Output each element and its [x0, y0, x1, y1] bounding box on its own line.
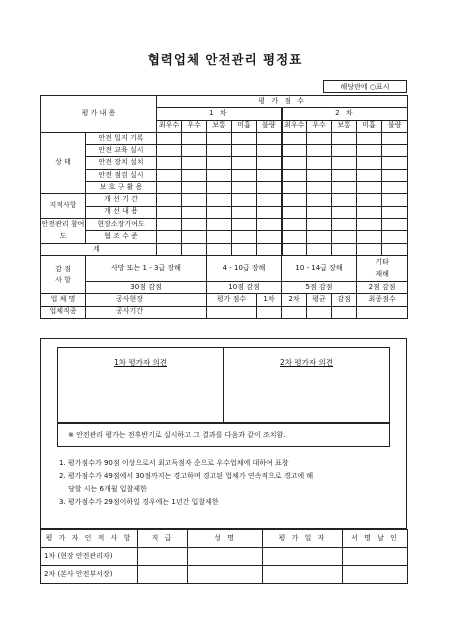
- company-name-label: 업 체 명: [41, 294, 86, 306]
- deduction-label: 감 점 사 항: [41, 256, 86, 294]
- company-type-label: 업체직종: [41, 306, 86, 318]
- first-evaluator-label: 1차 (현장 안전관리자): [41, 548, 138, 566]
- grade-header: 우수: [182, 120, 207, 132]
- grade-header: 보통: [332, 120, 357, 132]
- status-label: 상 태: [41, 132, 86, 193]
- status-item: 보 호 구 활 용: [86, 182, 157, 194]
- status-item: 안전 교육 실시: [86, 145, 157, 157]
- rule-item: 3. 평가점수가 29점이하일 경우에는 1년간 입찰제한: [59, 498, 219, 506]
- grade-header: 미흡: [357, 120, 382, 132]
- round1-label: 1차: [257, 294, 282, 306]
- signature-header: 서 명 날 인: [343, 530, 408, 548]
- grade-header: 미흡: [232, 120, 257, 132]
- findings-label: 지적사항: [41, 194, 86, 219]
- final-score-label: 최종점수: [357, 294, 408, 306]
- findings-item: 개 선 기 간: [86, 194, 157, 206]
- first-opinion-label: 1차 평가자 의견: [113, 358, 167, 367]
- deduction-col: 기타 재해: [357, 256, 408, 282]
- note-text: ※ 안전관리 평가는 전후반기로 실시하고 그 결과를 다음과 같이 조치함.: [57, 423, 390, 447]
- status-item: 안전 점검 실시: [86, 169, 157, 181]
- deduction-points: 2점 감점: [357, 282, 408, 294]
- grade-header: 우수: [307, 120, 332, 132]
- grade-header: 최우수: [282, 120, 307, 132]
- status-item: 안전 장치 설치: [86, 157, 157, 169]
- signature-table: [40, 529, 408, 584]
- round2-header: 2 차: [282, 108, 408, 120]
- deduction-points: 30점 감점: [86, 282, 207, 294]
- deduction-col: 10 - 14급 장해: [282, 256, 357, 282]
- first-opinion[interactable]: [58, 348, 224, 422]
- status-item: 안전 일지 기록: [86, 132, 157, 144]
- page-title: 협력업체 안전관리 평정표: [147, 52, 303, 67]
- evaluation-table: [40, 95, 408, 319]
- period-label: 공사기간: [86, 306, 207, 318]
- second-opinion-label: 2차 평가자 의견: [279, 358, 333, 367]
- site-type-label: 공사현장: [86, 294, 207, 306]
- deduction-col: 4 - 10급 장해: [207, 256, 282, 282]
- grade-header: 불량: [382, 120, 408, 132]
- grade-header: 불량: [257, 120, 282, 132]
- eval-score-label: 평가 점수: [207, 294, 257, 306]
- rules-list: [59, 457, 399, 509]
- grade-header: 보통: [207, 120, 232, 132]
- deduction-col: 사망 또는 1 - 3급 장해: [86, 256, 207, 282]
- rule-item: 당할 시는 6개월 입찰제한: [68, 485, 147, 493]
- deduct-label: 감점: [332, 294, 357, 306]
- evaluator-opinion-box: [40, 338, 407, 529]
- opinion-area: [57, 347, 390, 423]
- eval-score-header: 평 가 점 수: [157, 96, 408, 108]
- participation-item: 협 조 수 준: [86, 231, 157, 243]
- grade-header: 최우수: [157, 120, 182, 132]
- second-evaluator-label: 2차 (본사 안전부서장): [41, 566, 138, 584]
- second-opinion[interactable]: [224, 348, 389, 422]
- eval-content-header: 평 가 내 용: [41, 96, 157, 133]
- findings-item: 개 선 내 용: [86, 206, 157, 218]
- round2-label: 2차: [282, 294, 307, 306]
- round1-header: 1 차: [157, 108, 282, 120]
- total-label: 계: [41, 243, 157, 255]
- participation-label: 안전관리 참여도: [41, 218, 86, 243]
- rule-item: 2. 평가점수가 49점에서 30점까지는 경고하며 경고된 업체가 연속적으로 경고에 해: [59, 472, 314, 480]
- date-header: 평 가 일 자: [263, 530, 343, 548]
- rank-header: 직 급: [138, 530, 188, 548]
- average-label: 평균: [307, 294, 332, 306]
- deduction-points: 10점 감점: [207, 282, 282, 294]
- rule-item: 1. 평가점수가 90점 이상으로서 최고득점자 순으로 우수업체에 대하여 표창: [59, 459, 289, 467]
- legend-box: 해당란에 ○표시: [323, 80, 407, 93]
- participation-item: 현장소장기여도: [86, 218, 157, 230]
- deduction-points: 5점 감점: [282, 282, 357, 294]
- name-header: 성 명: [188, 530, 263, 548]
- evaluator-info-header: 평 가 자 인 적 사 항: [41, 530, 138, 548]
